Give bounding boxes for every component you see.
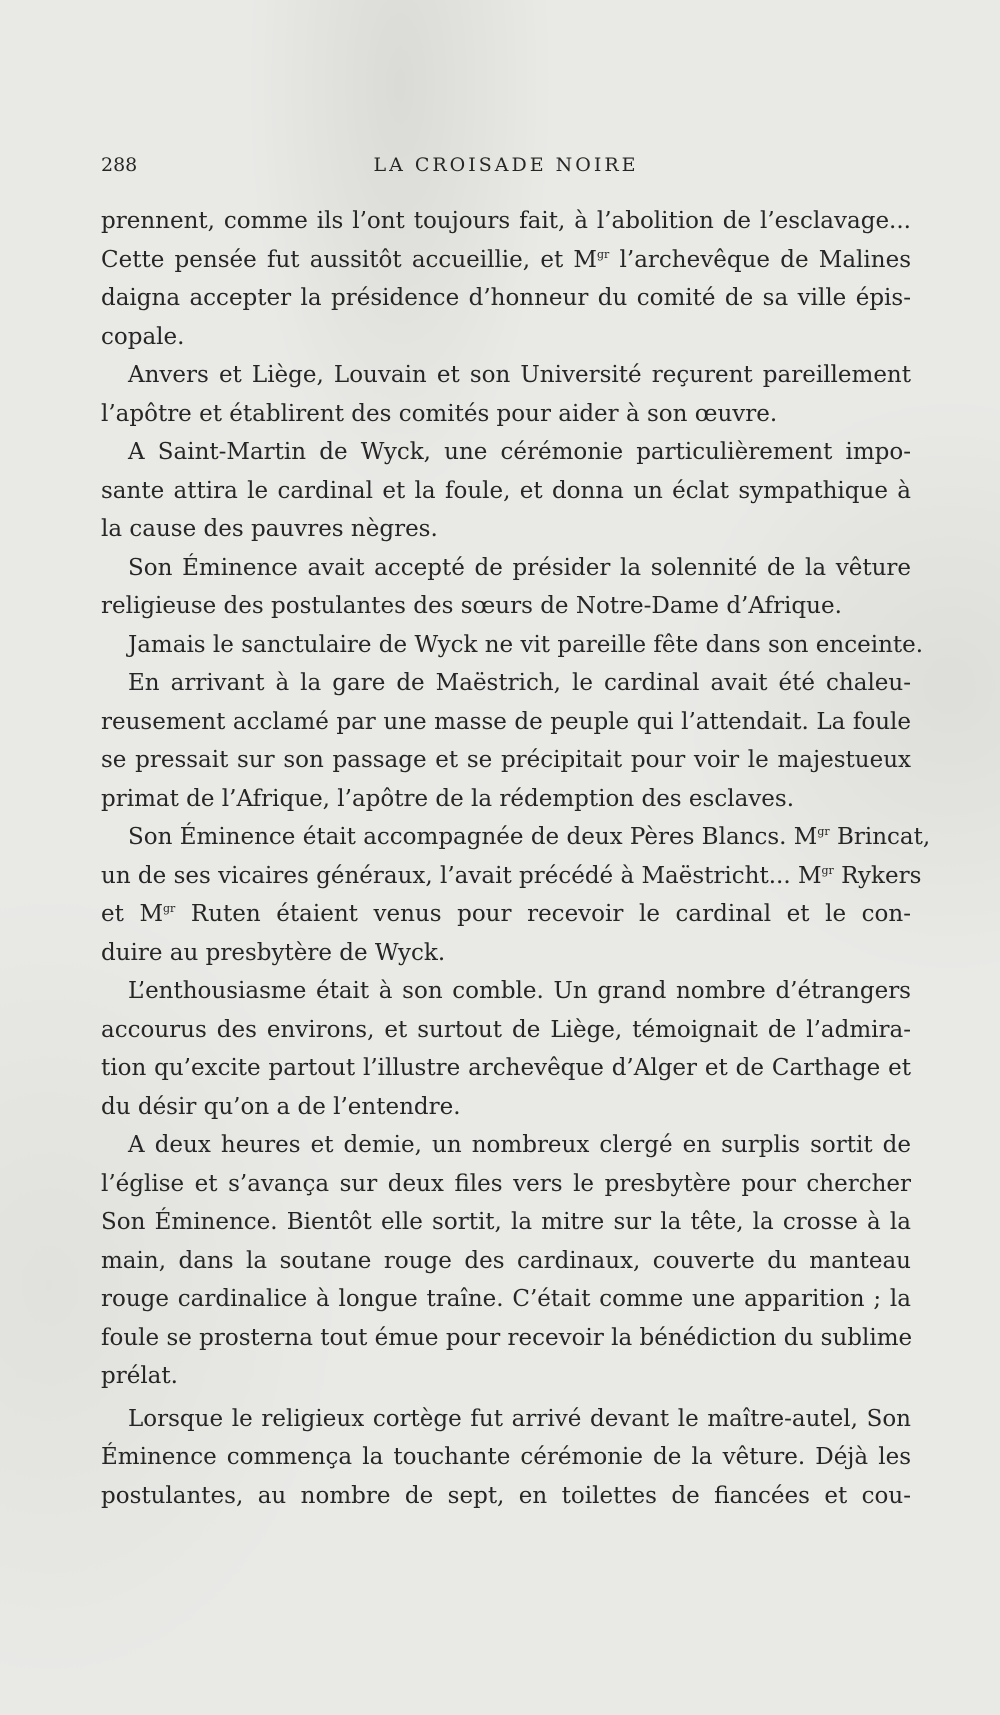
text-line: l’apôtre et établirent des comités pour aider à son œuvre. <box>101 400 778 427</box>
text-line: foule se prosterna tout émue pour recevoir la bénédiction du sublime <box>101 1324 913 1351</box>
page-header <box>101 154 911 184</box>
paragraph-start-line: Son Éminence était accompagnée de deux Pères Blancs. $M^{gr}$ Brincat, <box>128 824 931 850</box>
text-line: daigna accepter la présidence d’honneur du comité de sa ville épis- <box>101 285 911 311</box>
page-number: 288 <box>101 154 138 176</box>
paragraph-start-line: A Saint-Martin de Wyck, une cérémonie particulièrement impo- <box>128 439 911 465</box>
paragraph-start-line: Jamais le sanctulaire de Wyck ne vit pareille fête dans son enceinte. <box>128 631 924 658</box>
paragraph-start-line: L’enthousiasme était à son comble. Un grand nombre d’étrangers <box>128 978 911 1004</box>
text-line: prélat. <box>101 1363 178 1389</box>
text-line: reusement acclamé par une masse de peuple qui l’attendait. La foule <box>101 708 911 735</box>
text-line: tion qu’excite partout l’illustre archevêque d’Alger et de Carthage et <box>101 1055 911 1081</box>
paragraph-start-line: A deux heures et demie, un nombreux clergé en surplis sortit de <box>128 1132 911 1158</box>
text-line: Éminence commença la touchante cérémonie de la vêture. Déjà les <box>101 1444 911 1470</box>
text-line: primat de l’Afrique, l’apôtre de la rédemption des esclaves. <box>101 785 795 812</box>
text-line: l’église et s’avança sur deux files vers le presbytère pour chercher <box>101 1170 911 1197</box>
body-text <box>101 202 931 1515</box>
text-line: la cause des pauvres nègres. <box>101 516 438 542</box>
paragraph-start-line: Son Éminence avait accepté de présider la solennité de la vêture <box>128 554 911 581</box>
text-line: main, dans la soutane rouge des cardinaux, couverte du manteau <box>101 1247 911 1274</box>
text-line: du désir qu’on a de l’entendre. <box>101 1093 461 1120</box>
text-line: postulantes, au nombre de sept, en toilettes de fiancées et cou- <box>101 1482 911 1509</box>
text-line: se pressait sur son passage et se précipitait pour voir le majestueux <box>101 747 911 773</box>
text-line: rouge cardinalice à longue traîne. C’était comme une apparition ; la <box>101 1286 911 1312</box>
text-line: Son Éminence. Bientôt elle sortit, la mitre sur la tête, la crosse à la <box>101 1209 911 1235</box>
text-line: un de ses vicaires généraux, l’avait précédé à Maëstricht... $M^{gr}$ Rykers <box>101 862 922 889</box>
text-line: religieuse des postulantes des sœurs de Notre-Dame d’Afrique. <box>101 593 842 619</box>
text-line: sante attira le cardinal et la foule, et donna un éclat sympathique à <box>101 477 911 504</box>
text-line: et $M^{gr}$ Ruten étaient venus pour recevoir le cardinal et le con- <box>101 901 911 927</box>
text-line: duire au presbytère de Wyck. <box>101 939 446 966</box>
paragraph-start-line: Anvers et Liège, Louvain et son Université reçurent pareillement <box>128 362 911 388</box>
text-line: Cette pensée fut aussitôt accueillie, et $M^{gr}$ l’archevêque de Malines <box>101 246 911 273</box>
paragraph-start-line: Lorsque le religieux cortège fut arrivé devant le maître-autel, Son <box>128 1405 911 1432</box>
running-title: LA CROISADE NOIRE <box>373 154 639 176</box>
paragraph-start-line: En arrivant à la gare de Maëstrich, le cardinal avait été chaleu- <box>128 670 911 696</box>
text-line: prennent, comme ils l’ont toujours fait, à l’abolition de l’esclavage... <box>101 208 911 234</box>
text-line: accourus des environs, et surtout de Liège, témoignait de l’admira- <box>101 1016 911 1043</box>
text-line: copale. <box>101 323 185 350</box>
